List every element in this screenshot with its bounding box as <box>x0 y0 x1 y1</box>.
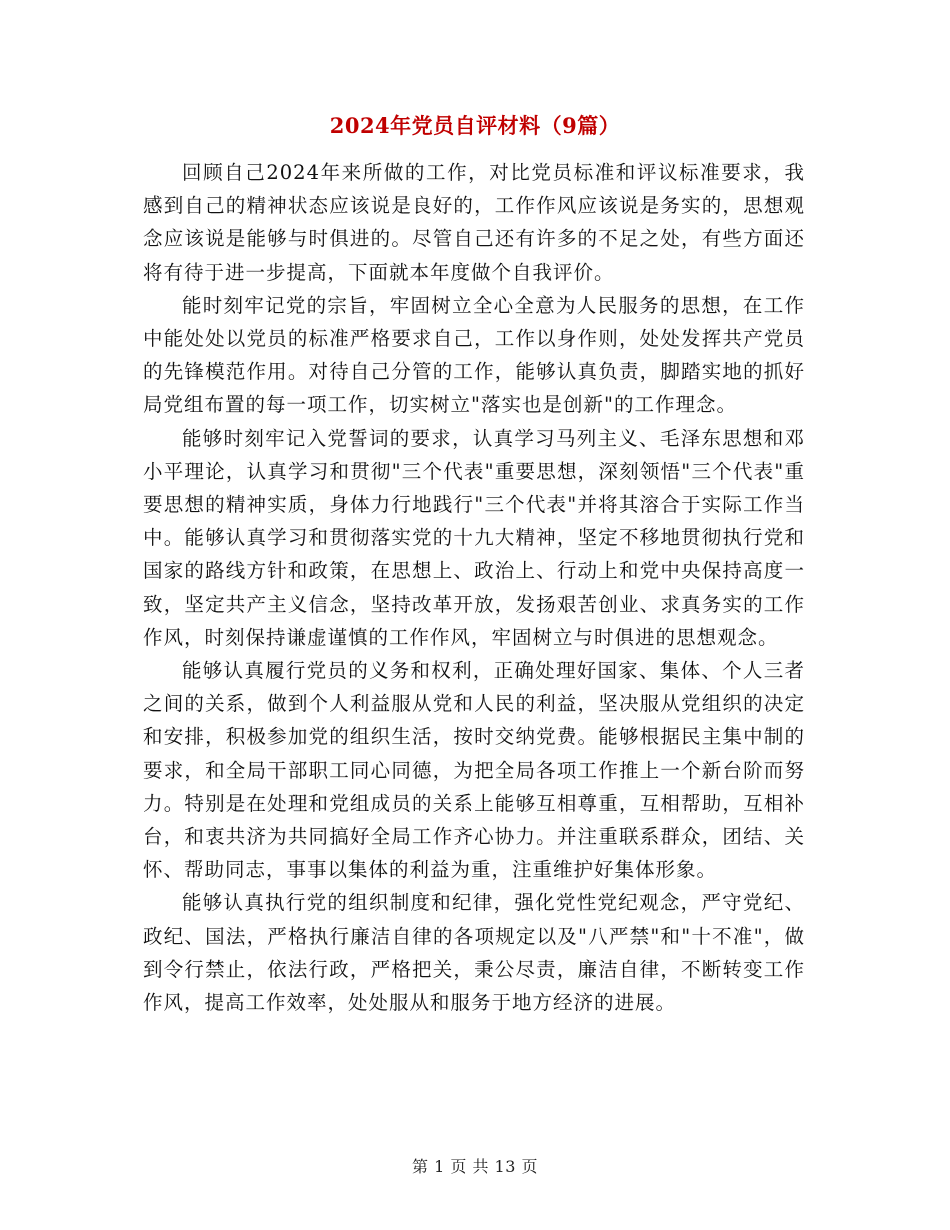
document-title: 2024年党员自评材料（9篇） <box>329 113 621 138</box>
paragraph-2: 能时刻牢记党的宗旨，牢固树立全心全意为人民服务的思想，在工作中能处处以党员的标准严格要求自己，工作以身作则，处处发挥共产党员的先锋模范作用。对待自己分管的工作，能够认真负责，脚踏实地的抓好局党组布置的每一项工作，切实树立"落实也是创新"的工作理念。 <box>143 293 805 417</box>
paragraph-4: 能够认真履行党员的义务和权利，正确处理好国家、集体、个人三者之间的关系，做到个人利益服从党和人民的利益，坚决服从党组织的决定和安排，积极参加党的组织生活，按时交纳党费。能够根据民主集中制的要求，和全局干部职工同心同德，为把全局各项工作推上一个新台阶而努力。特别是在处理和党组成员的关系上能够互相尊重，互相帮助，互相补台，和衷共济为共同搞好全局工作齐心协力。并注重联系群众，团结、关怀、帮助同志，事事以集体的利益为重，注重维护好集体形象。 <box>143 659 805 882</box>
page-number-footer: 第 1 页 共 13 页 <box>412 1157 538 1176</box>
document-body <box>143 156 805 1019</box>
paragraph-3: 能够时刻牢记入党誓词的要求，认真学习马列主义、毛泽东思想和邓小平理论，认真学习和贯彻"三个代表"重要思想，深刻领悟"三个代表"重要思想的精神实质，身体力行地践行"三个代表"并将其溶合于实际工作当中。能够认真学习和贯彻落实党的十九大精神，坚定不移地贯彻执行党和国家的路线方针和政策，在思想上、政治上、行动上和党中央保持高度一致，坚定共产主义信念，坚持改革开放，发扬艰苦创业、求真务实的工作作风，时刻保持谦虚谨慎的工作作风，牢固树立与时俱进的思想观念。 <box>143 426 805 649</box>
paragraph-5: 能够认真执行党的组织制度和纪律，强化党性党纪观念，严守党纪、政纪、国法，严格执行廉洁自律的各项规定以及"八严禁"和"十不准"，做到令行禁止，依法行政，严格把关，秉公尽责，廉洁自律，不断转变工作作风，提高工作效率，处处服从和服务于地方经济的进展。 <box>143 891 805 1015</box>
paragraph-1: 回顾自己2024年来所做的工作，对比党员标准和评议标准要求，我感到自己的精神状态应该说是良好的，工作作风应该说是务实的，思想观念应该说是能够与时俱进的。尽管自己还有许多的不足之处，有些方面还将有待于进一步提高，下面就本年度做个自我评价。 <box>143 161 805 284</box>
